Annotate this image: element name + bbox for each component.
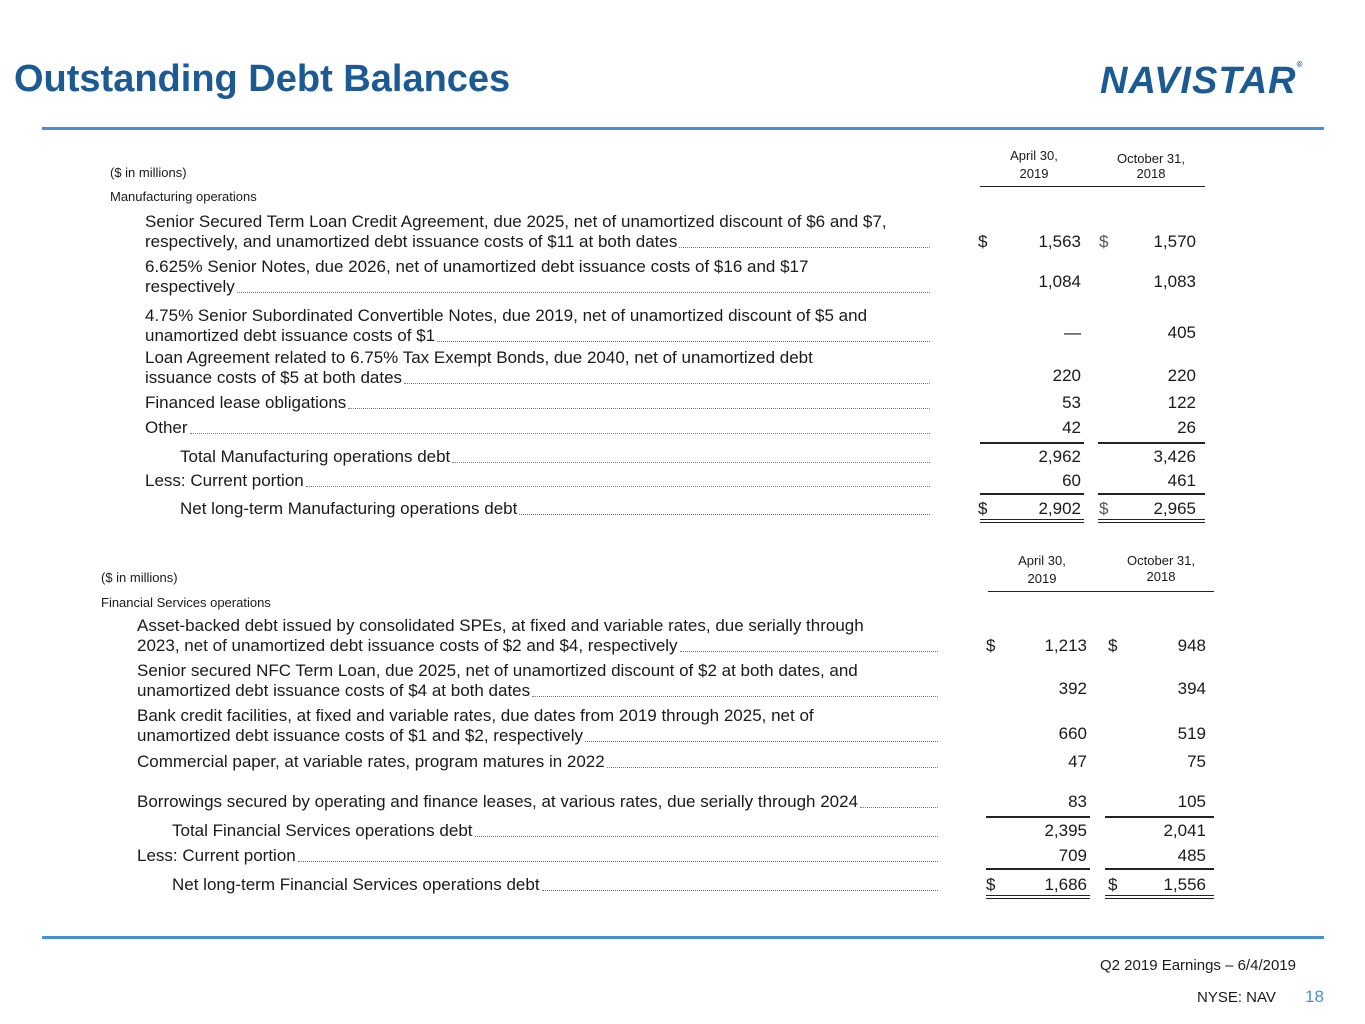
mfg-net-double-underline-col2-a bbox=[1098, 519, 1205, 520]
fin-net-value-col1: 1,686 bbox=[1044, 875, 1087, 894]
fin-total-leader bbox=[475, 836, 939, 837]
footer-event: Q2 2019 Earnings – 6/4/2019 bbox=[1100, 957, 1296, 974]
fin-row-5-text-line2: Borrowings secured by operating and finance leases, at various rates, due serially through 2024 bbox=[137, 792, 859, 811]
fin-current-value-col1: 709 bbox=[1058, 846, 1087, 865]
fin-row-1-dollar-col1: $ bbox=[986, 636, 996, 655]
mfg-row-5-value-col2: 122 bbox=[1167, 393, 1196, 412]
mfg-row-1-text-line2: respectively, and unamortized debt issuance costs of $11 at both dates bbox=[145, 232, 678, 251]
fin-row-3-value-col2: 519 bbox=[1177, 724, 1206, 743]
fin-col-apr-line2: 2019 bbox=[1027, 571, 1057, 586]
mfg-row-6-text-line2: Other bbox=[145, 418, 188, 437]
mfg-row-3-text-line2: unamortized debt issuance costs of $1 bbox=[145, 326, 436, 345]
fin-unit-label: ($ in millions) bbox=[101, 570, 178, 585]
fin-row-1-dollar-col2: $ bbox=[1108, 636, 1118, 655]
mfg-current-label: Less: Current portion bbox=[145, 471, 304, 490]
mfg-row-4-value-col1: 220 bbox=[1052, 366, 1081, 385]
fin-row-4-value-col1: 47 bbox=[1068, 752, 1087, 771]
page-number: 18 bbox=[1305, 987, 1324, 1006]
bottom-divider bbox=[42, 936, 1324, 939]
logo-text: NAVISTAR bbox=[1100, 60, 1297, 102]
fin-row-2-leader bbox=[532, 696, 938, 697]
fin-current-label: Less: Current portion bbox=[137, 846, 296, 865]
fin-subtotal-underline-col1 bbox=[986, 816, 1090, 818]
fin-net-double-underline-col1-b bbox=[986, 898, 1090, 899]
fin-header-underline bbox=[988, 591, 1214, 592]
mfg-row-1-value-col2: 1,570 bbox=[1153, 232, 1196, 251]
mfg-net-dollar-col2: $ bbox=[1099, 499, 1109, 518]
mfg-net-double-underline-col1-b bbox=[980, 522, 1084, 523]
footer-ticker: NYSE: NAV bbox=[1197, 989, 1276, 1006]
mfg-row-2-text-line2: respectively bbox=[145, 277, 235, 296]
mfg-net-dollar-col1: $ bbox=[978, 499, 988, 518]
fin-row-5-value-col1: 83 bbox=[1068, 792, 1087, 811]
fin-row-3-leader bbox=[585, 741, 938, 742]
mfg-total-label: Total Manufacturing operations debt bbox=[180, 447, 451, 466]
mfg-net-double-underline-col2-b bbox=[1098, 522, 1205, 523]
mfg-row-4-value-col2: 220 bbox=[1167, 366, 1196, 385]
mfg-row-5-value-col1: 53 bbox=[1062, 393, 1081, 412]
fin-current-underline-col2 bbox=[1105, 868, 1214, 870]
mfg-unit-label: ($ in millions) bbox=[110, 165, 187, 180]
fin-row-1-value-col1: 1,213 bbox=[1044, 636, 1087, 655]
fin-row-2-value-col2: 394 bbox=[1177, 679, 1206, 698]
fin-row-1-text-line1: Asset-backed debt issued by consolidated SPEs, at fixed and variable rates, due serially through bbox=[137, 616, 864, 635]
top-divider bbox=[42, 127, 1324, 130]
logo-registered-mark: ® bbox=[1296, 60, 1304, 69]
fin-section-label: Financial Services operations bbox=[101, 595, 271, 610]
mfg-current-underline-col2 bbox=[1098, 493, 1205, 495]
fin-row-5-value-col2: 105 bbox=[1177, 792, 1206, 811]
fin-current-leader bbox=[298, 861, 938, 862]
fin-col-oct-line1: October 31, bbox=[1127, 553, 1195, 568]
fin-row-2-text-line2: unamortized debt issuance costs of $4 at both dates bbox=[137, 681, 531, 700]
fin-total-label: Total Financial Services operations debt bbox=[172, 821, 473, 840]
mfg-row-3-text-line1: 4.75% Senior Subordinated Convertible Notes, due 2019, net of unamortized discount of $5 and bbox=[145, 306, 868, 325]
fin-row-3-text-line1: Bank credit facilities, at fixed and variable rates, due dates from 2019 through 2025, net of bbox=[137, 706, 814, 725]
mfg-section-label: Manufacturing operations bbox=[110, 189, 257, 204]
fin-row-4-leader bbox=[607, 767, 938, 768]
mfg-total-leader bbox=[452, 462, 930, 463]
mfg-row-6-value-col1: 42 bbox=[1062, 418, 1081, 437]
fin-net-leader bbox=[542, 890, 938, 891]
fin-col-oct-line2: 2018 bbox=[1146, 569, 1176, 584]
fin-col-oct-header bbox=[1116, 552, 1206, 585]
fin-row-4-text-line2: Commercial paper, at variable rates, program matures in 2022 bbox=[137, 752, 605, 771]
fin-current-value-col2: 485 bbox=[1177, 846, 1206, 865]
mfg-col-apr-line2: 2019 bbox=[1019, 166, 1049, 181]
mfg-row-3-value-col2: 405 bbox=[1167, 323, 1196, 342]
mfg-row-5-leader bbox=[348, 408, 930, 409]
mfg-net-leader bbox=[519, 514, 930, 515]
navistar-logo bbox=[1100, 60, 1304, 103]
fin-total-value-col1: 2,395 bbox=[1044, 821, 1087, 840]
mfg-row-6-value-col2: 26 bbox=[1177, 418, 1196, 437]
mfg-net-value-col1: 2,902 bbox=[1038, 499, 1081, 518]
fin-row-3-value-col1: 660 bbox=[1058, 724, 1087, 743]
mfg-col-apr-header bbox=[994, 147, 1074, 182]
mfg-total-value-col1: 2,962 bbox=[1038, 447, 1081, 466]
fin-row-2-value-col1: 392 bbox=[1058, 679, 1087, 698]
mfg-row-3-value-col1: — bbox=[1064, 323, 1081, 342]
mfg-net-double-underline-col1-a bbox=[980, 519, 1084, 520]
mfg-row-1-leader bbox=[679, 247, 930, 248]
fin-net-double-underline-col2-b bbox=[1105, 898, 1214, 899]
mfg-col-oct-line1: October 31, bbox=[1117, 151, 1185, 166]
mfg-current-value-col1: 60 bbox=[1062, 471, 1081, 490]
fin-total-value-col2: 2,041 bbox=[1163, 821, 1206, 840]
fin-subtotal-underline-col2 bbox=[1105, 816, 1214, 818]
mfg-row-1-dollar-col1: $ bbox=[978, 232, 988, 251]
fin-net-dollar-col1: $ bbox=[986, 875, 996, 894]
mfg-row-1-dollar-col2: $ bbox=[1099, 232, 1109, 251]
mfg-row-1-value-col1: 1,563 bbox=[1038, 232, 1081, 251]
mfg-net-value-col2: 2,965 bbox=[1153, 499, 1196, 518]
fin-row-3-text-line2: unamortized debt issuance costs of $1 and $2, respectively bbox=[137, 726, 584, 745]
page-title: Outstanding Debt Balances bbox=[14, 58, 511, 100]
mfg-current-leader bbox=[306, 486, 930, 487]
fin-net-double-underline-col2-a bbox=[1105, 895, 1214, 896]
fin-col-apr-header bbox=[1002, 552, 1082, 587]
mfg-net-label: Net long-term Manufacturing operations debt bbox=[180, 499, 518, 518]
fin-row-1-value-col2: 948 bbox=[1177, 636, 1206, 655]
mfg-row-6-leader bbox=[190, 433, 930, 434]
mfg-row-2-text-line1: 6.625% Senior Notes, due 2026, net of unamortized debt issuance costs of $16 and $17 bbox=[145, 257, 809, 276]
mfg-row-4-leader bbox=[404, 383, 930, 384]
fin-current-underline-col1 bbox=[986, 868, 1090, 870]
fin-row-1-leader bbox=[680, 651, 938, 652]
fin-row-5-leader bbox=[860, 807, 938, 808]
mfg-row-4-text-line2: issuance costs of $5 at both dates bbox=[145, 368, 403, 387]
mfg-total-value-col2: 3,426 bbox=[1153, 447, 1196, 466]
mfg-col-apr-line1: April 30, bbox=[1010, 148, 1058, 163]
fin-row-1-text-line2: 2023, net of unamortized debt issuance costs of $2 and $4, respectively bbox=[137, 636, 678, 655]
mfg-row-5-text-line2: Financed lease obligations bbox=[145, 393, 347, 412]
mfg-subtotal-underline-col2 bbox=[1098, 442, 1205, 444]
fin-row-4-value-col2: 75 bbox=[1187, 752, 1206, 771]
mfg-current-value-col2: 461 bbox=[1167, 471, 1196, 490]
mfg-row-1-text-line1: Senior Secured Term Loan Credit Agreement, due 2025, net of unamortized discount of $6 and $7, bbox=[145, 212, 887, 231]
fin-row-2-text-line1: Senior secured NFC Term Loan, due 2025, net of unamortized discount of $2 at both dates, and bbox=[137, 661, 858, 680]
mfg-subtotal-underline-col1 bbox=[980, 442, 1084, 444]
mfg-row-2-leader bbox=[237, 292, 930, 293]
fin-net-dollar-col2: $ bbox=[1108, 875, 1118, 894]
mfg-row-4-text-line1: Loan Agreement related to 6.75% Tax Exempt Bonds, due 2040, net of unamortized debt bbox=[145, 348, 813, 367]
mfg-col-oct-line2: 2018 bbox=[1136, 166, 1166, 181]
mfg-current-underline-col1 bbox=[980, 493, 1084, 495]
fin-col-apr-line1: April 30, bbox=[1018, 553, 1066, 568]
fin-net-label: Net long-term Financial Services operations debt bbox=[172, 875, 540, 894]
fin-net-double-underline-col1-a bbox=[986, 895, 1090, 896]
mfg-row-2-value-col2: 1,083 bbox=[1153, 272, 1196, 291]
mfg-row-2-value-col1: 1,084 bbox=[1038, 272, 1081, 291]
mfg-col-oct-header bbox=[1106, 150, 1196, 182]
fin-net-value-col2: 1,556 bbox=[1163, 875, 1206, 894]
mfg-header-underline bbox=[980, 186, 1205, 187]
mfg-row-3-leader bbox=[437, 341, 930, 342]
